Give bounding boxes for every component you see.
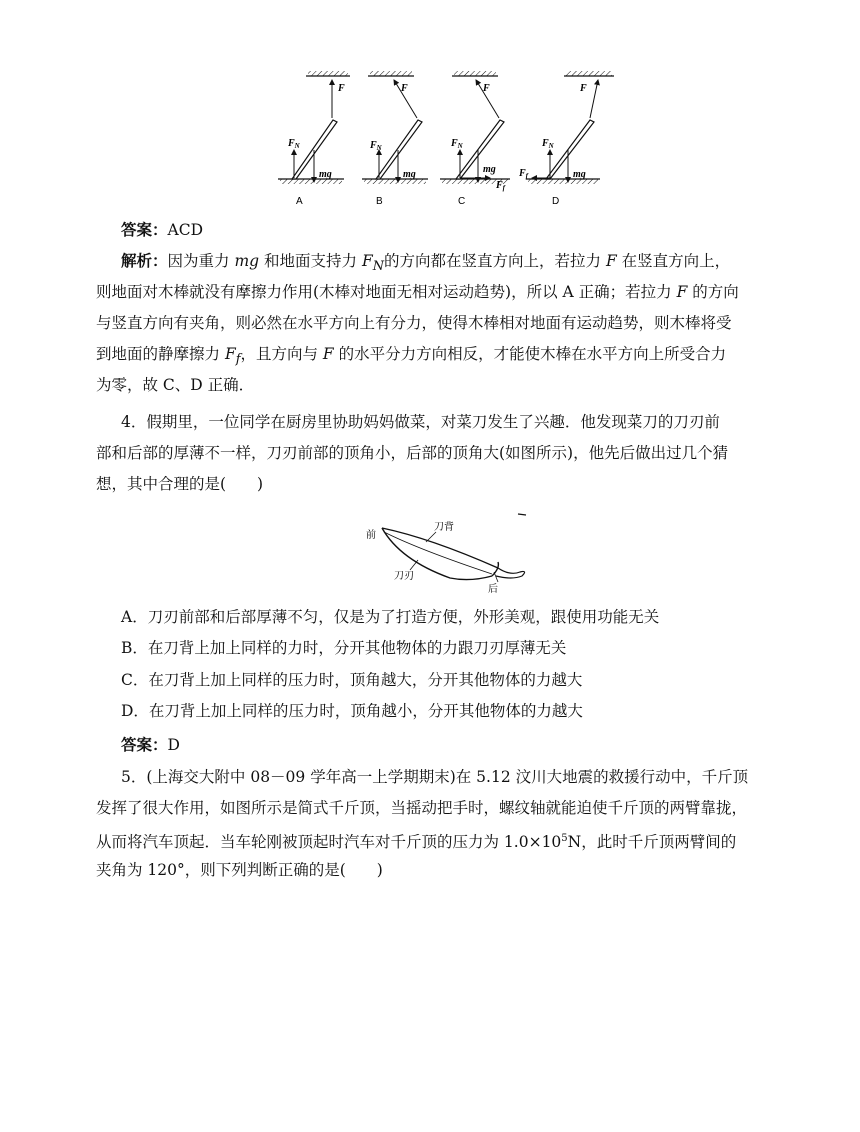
q4-answer: [121, 734, 786, 756]
knife-figure: [360, 510, 540, 595]
text-span: 从而将汽车顶起．当车轮刚被顶起时汽车对千斤顶的压力为 1.0×10: [96, 833, 562, 852]
diagram-d: [526, 71, 614, 184]
label-FN-c: $F_N$: [451, 138, 463, 150]
q4-option-b: B．在刀背上加上同样的力时，分开其他物体的力跟刀刃厚薄无关: [121, 639, 567, 657]
diagram-label-c: C: [458, 196, 466, 207]
exponent: 5: [561, 833, 568, 844]
label-FN-b: $F_N$: [370, 140, 382, 152]
label-mg-c: mg: [483, 164, 496, 175]
text-span: N，此时千斤顶两臂间的: [567, 833, 737, 852]
q4-line-3: 想，其中合理的是( ): [96, 475, 264, 493]
knife-label-rear: 后: [488, 584, 498, 595]
label-F-b: F: [401, 83, 408, 94]
force-diagram-figure: [270, 66, 610, 211]
q4-option-c: C．在刀背上加上同样的压力时，顶角越大，分开其他物体的力越大: [121, 671, 583, 689]
analysis-line-3: 与竖直方向有夹角，则必然在水平方向上有分力，使得木棒相对地面有运动趋势，则木棒将受: [96, 314, 732, 332]
text-span: 因为重力: [167, 252, 235, 270]
text-span: 的方向: [687, 283, 739, 301]
q4-line-2: 部和后部的厚薄不一样，刀刃前部的顶角小，后部的顶角大(如图所示)，他先后做出过几个猜: [96, 444, 729, 462]
q5-line-1: 5．(上海交大附中 08－09 学年高一上学期期末)在 5.12 汶川大地震的救援行动中，千斤顶: [121, 768, 749, 786]
answer-value: D: [167, 736, 180, 754]
symbol-F: F: [224, 345, 236, 363]
subscript-N: N: [372, 259, 384, 275]
text-span: 到地面的静摩擦力: [96, 345, 225, 363]
analysis-line-2: [96, 281, 786, 303]
analysis-line-1: [121, 250, 786, 278]
symbol-F: F: [322, 345, 334, 363]
label-FN-a: $F_N$: [288, 138, 300, 150]
analysis-label: 解析：: [121, 251, 168, 270]
label-mg-a: mg: [319, 169, 332, 180]
text-span: 的方向都在竖直方向上，若拉力: [384, 252, 606, 270]
knife-label-front: 前: [366, 530, 376, 541]
q4-option-d: D．在刀背上加上同样的压力时，顶角越小，分开其他物体的力越大: [121, 702, 583, 720]
text-span: 则地面对木棒就没有摩擦力作用(木棒对地面无相对运动趋势)，所以 A 正确；若拉力: [96, 283, 677, 301]
diagram-label-a: A: [296, 196, 303, 207]
diagram-label-d: D: [552, 196, 560, 207]
text-span: 在竖直方向上，: [616, 252, 731, 270]
answer-label: 答案：: [121, 220, 168, 239]
answer-label: 答案：: [121, 735, 168, 754]
label-F-d: F: [580, 83, 587, 94]
symbol-mg: mg: [234, 252, 260, 270]
symbol-F: F: [605, 252, 617, 270]
q5-line-4: 夹角为 120°，则下列判断正确的是( ): [96, 861, 383, 879]
diagram-label-b: B: [376, 196, 383, 207]
text-span: ，且方向与: [240, 345, 323, 363]
label-Ff-c: $F_f$: [496, 180, 506, 192]
diagram-c: [440, 71, 510, 184]
label-FN-d: $F_N$: [542, 138, 554, 150]
analysis-line-4: [96, 343, 786, 371]
analysis-line-5: 为零，故 C、D 正确．: [96, 376, 255, 394]
diagram-b: [362, 71, 428, 184]
symbol-F: F: [676, 283, 688, 301]
answer-value: ACD: [167, 221, 203, 239]
knife-label-back: 刀背: [434, 522, 454, 533]
label-F-c: F: [483, 83, 490, 94]
q5-line-3: [96, 828, 786, 853]
q4-line-1: 4．假期里，一位同学在厨房里协助妈妈做菜，对菜刀发生了兴趣．他发现菜刀的刀刃前: [121, 413, 720, 431]
symbol-F: F: [361, 252, 373, 270]
q5-line-2: 发挥了很大作用，如图所示是简式千斤顶，当摇动把手时，螺纹轴就能迫使千斤顶的两臂靠拢，: [96, 799, 748, 817]
subscript-f: f: [235, 352, 241, 368]
label-F-a: F: [338, 83, 345, 94]
label-Ff-d: $F_f$: [519, 168, 529, 180]
knife-label-edge: 刀刃: [394, 571, 414, 582]
answer-3: [121, 219, 786, 241]
label-mg-b: mg: [403, 169, 416, 180]
text-span: 和地面支持力: [259, 252, 362, 270]
text-span: 的水平分力方向相反，才能使木棒在水平方向上所受合力: [333, 345, 727, 363]
q4-option-a: A．刀刃前部和后部厚薄不匀，仅是为了打造方便，外形美观，跟使用功能无关: [121, 608, 660, 626]
label-mg-d: mg: [573, 169, 586, 180]
